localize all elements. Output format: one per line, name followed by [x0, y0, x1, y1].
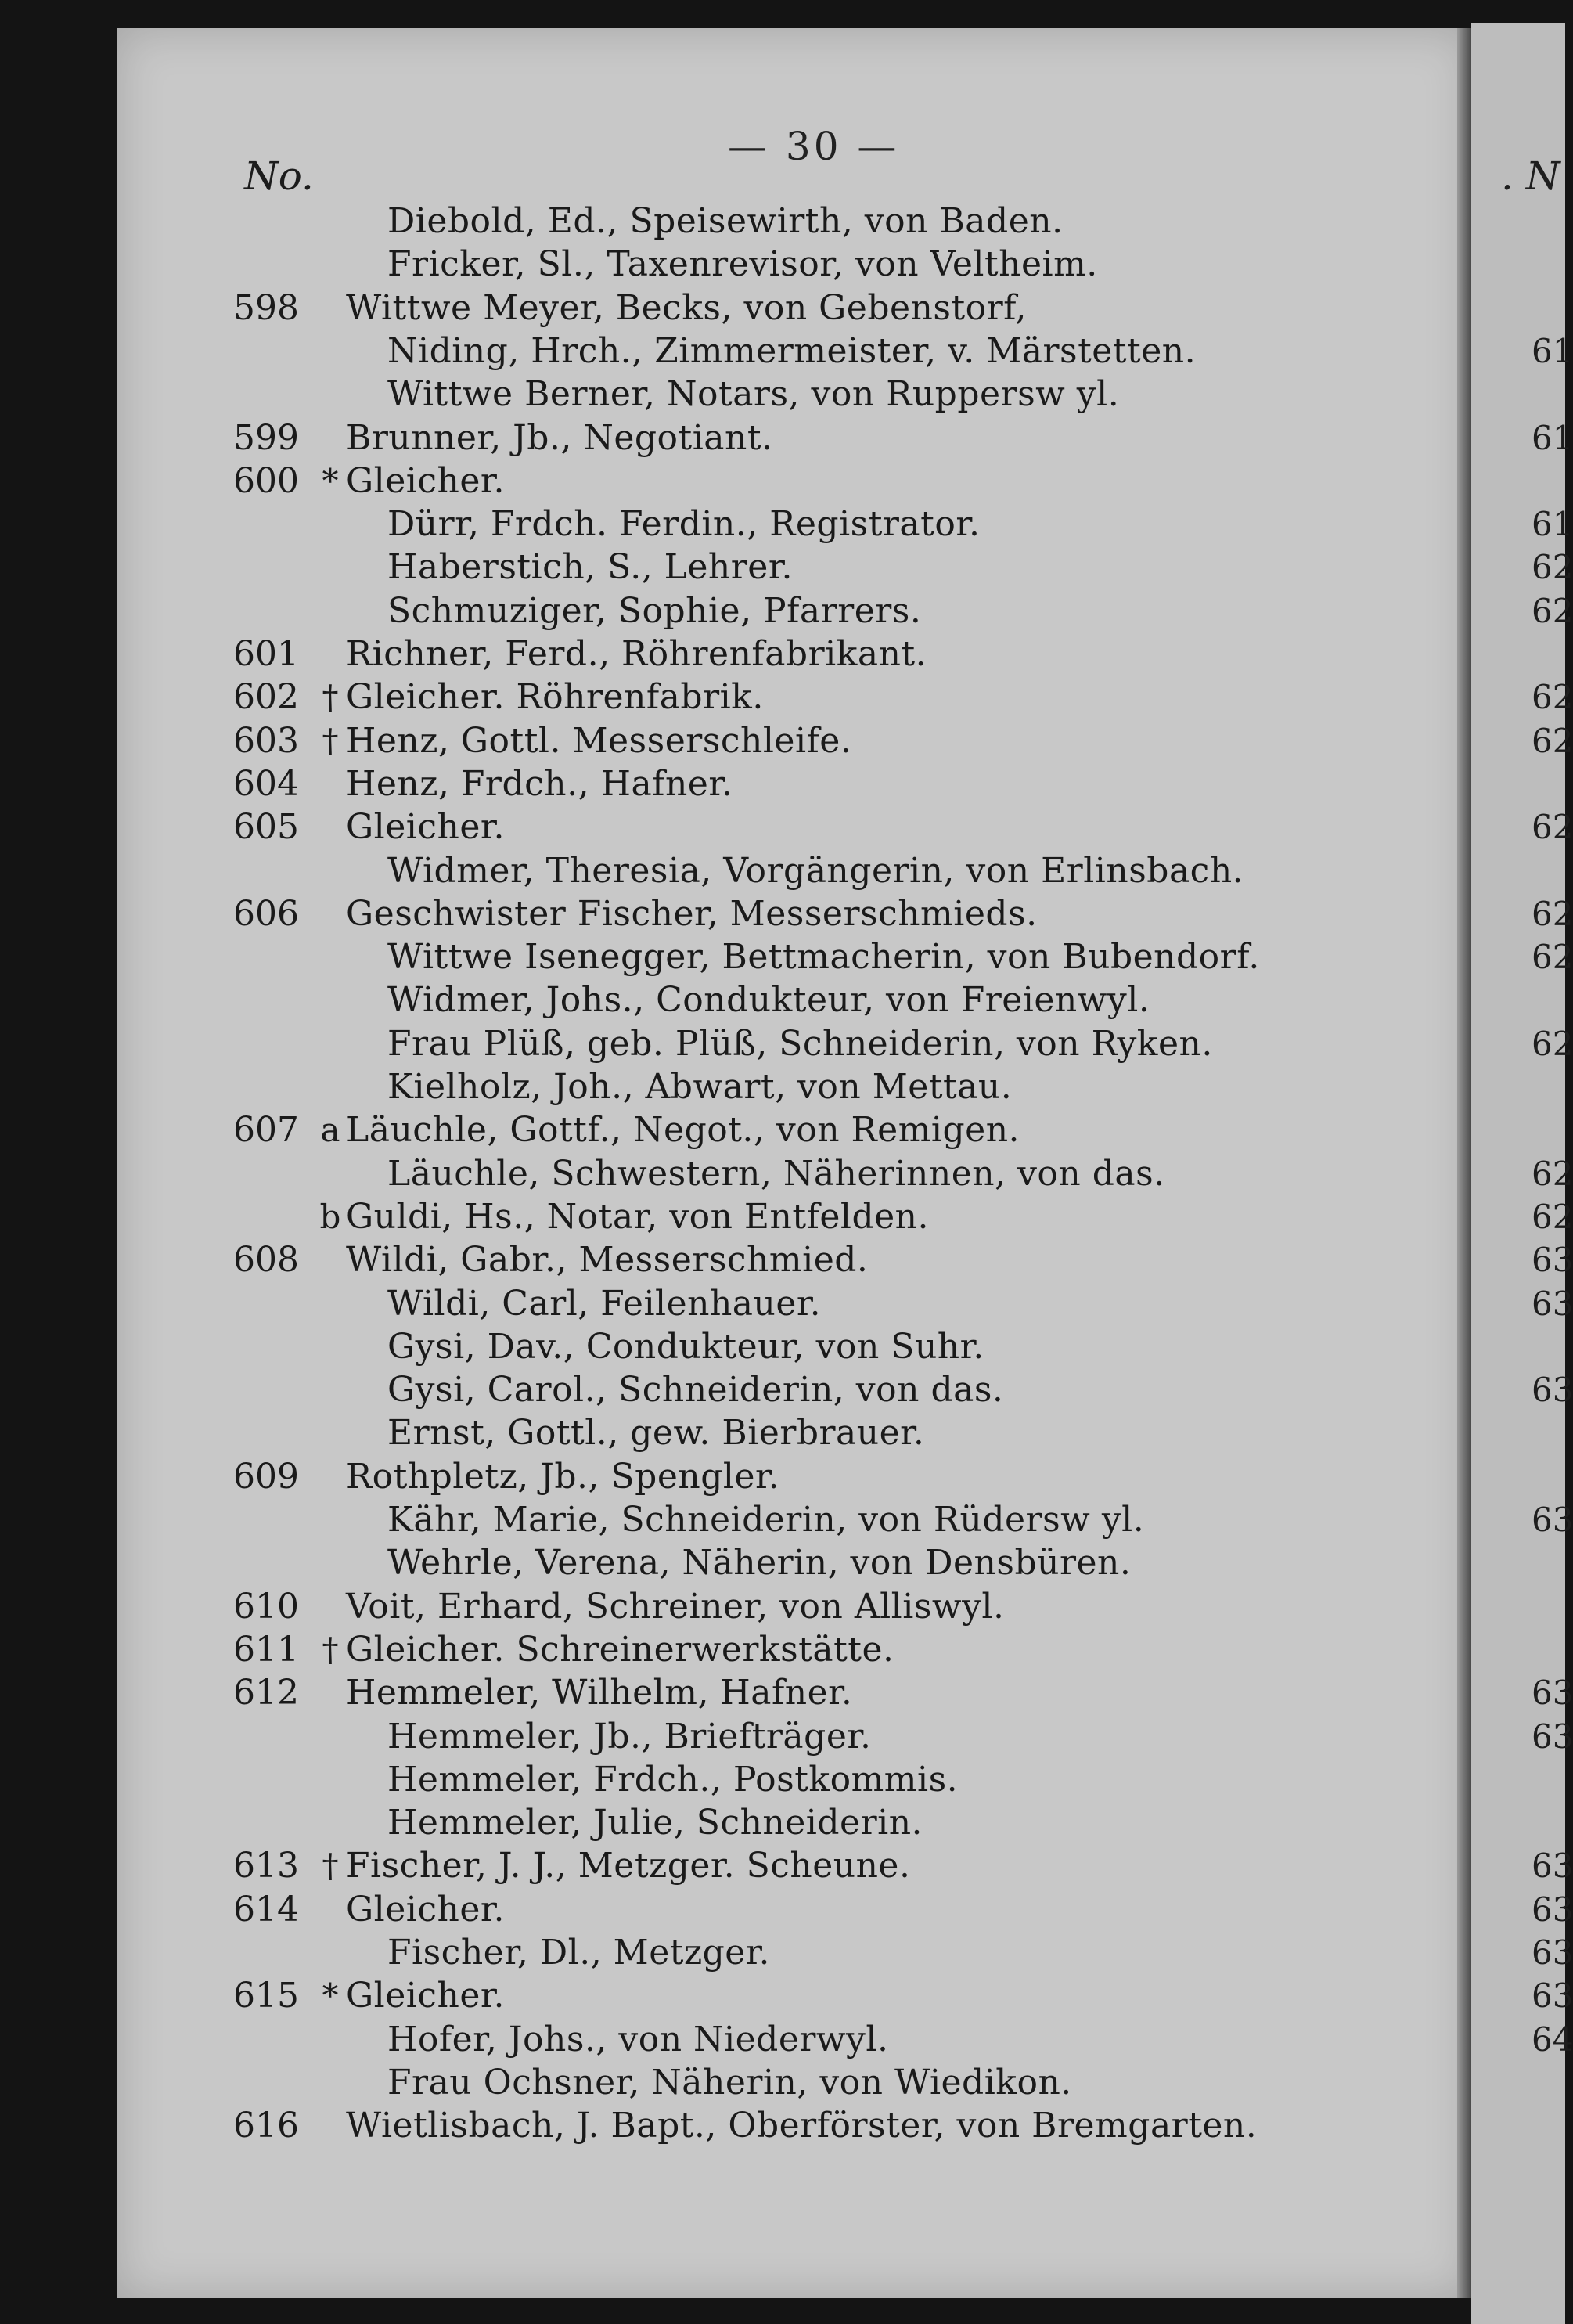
next-page-entry-number: 63 [1532, 1241, 1573, 1280]
entry-number: 612 [233, 1673, 299, 1713]
entry-text: Gysi, Dav., Condukteur, von Suhr. [387, 1326, 984, 1367]
entry-number: 600 [233, 460, 299, 501]
entry-text: Fischer, Dl., Metzger. [387, 1933, 771, 1973]
entry-row [0, 330, 1456, 373]
entry-text: Wehrle, Verena, Näherin, von Densbüren. [387, 1543, 1132, 1584]
entry-number: 601 [233, 634, 299, 674]
entry-mark: * [322, 1976, 339, 2016]
entry-row [0, 1066, 1456, 1108]
entry-row [0, 1672, 1456, 1714]
entry-text: Hemmeler, Jb., Briefträger. [387, 1716, 872, 1757]
next-page-entry-number: 63 [1532, 1890, 1573, 1929]
next-page-entry-number: 64 [1532, 2020, 1573, 2059]
next-page-entry-number: 63 [1532, 1976, 1573, 2016]
entry-text: Geschwister Fischer, Messerschmieds. [346, 893, 1038, 934]
entry-number: 598 [233, 287, 299, 328]
entry-row [0, 1975, 1456, 2017]
entry-text: Frau Ochsner, Näherin, von Wiedikon. [387, 2062, 1072, 2102]
entry-row [0, 1845, 1456, 1887]
entry-text: Guldi, Hs., Notar, von Entfelden. [346, 1196, 929, 1237]
entry-mark: * [322, 461, 339, 500]
entry-row [0, 1759, 1456, 1801]
entry-number: 611 [233, 1629, 299, 1670]
next-page-entry-number: 63 [1532, 1674, 1573, 1713]
entry-text: Widmer, Johs., Condukteur, von Freienwyl. [387, 980, 1150, 1021]
entry-text: Gleicher. Schreinerwerkstätte. [346, 1629, 894, 1670]
entry-text: Hofer, Johs., von Niederwyl. [387, 2019, 889, 2059]
entry-row [0, 720, 1456, 762]
entry-text: Gleicher. [346, 460, 506, 501]
entry-row [0, 546, 1456, 589]
entry-number: 608 [233, 1240, 299, 1281]
entry-mark: † [322, 678, 339, 717]
entry-row [0, 503, 1456, 546]
entry-text: Wildi, Gabr., Messerschmied. [346, 1240, 869, 1281]
entry-mark: † [322, 721, 339, 760]
entry-row [0, 806, 1456, 849]
entry-row [0, 1412, 1456, 1454]
entry-number: 602 [233, 677, 299, 718]
entry-row [0, 287, 1456, 330]
entry-row [0, 2019, 1456, 2061]
entry-text: Widmer, Theresia, Vorgängerin, von Erlinsbach. [387, 850, 1244, 891]
page-number: — 30 — [728, 124, 900, 169]
next-page-entry-number: 63 [1532, 1284, 1573, 1323]
entry-text: Hemmeler, Frdch., Postkommis. [387, 1759, 959, 1800]
entry-text: Hemmeler, Julie, Schneiderin. [387, 1803, 923, 1843]
entry-row [0, 763, 1456, 805]
entry-text: Frau Plüß, geb. Plüß, Schneiderin, von Ryken. [387, 1023, 1213, 1064]
next-page-entry-number: 61 [1532, 418, 1573, 457]
entry-mark: a [320, 1111, 340, 1150]
entry-row [0, 1456, 1456, 1498]
entry-row [0, 1932, 1456, 1974]
entry-text: Dürr, Frdch. Ferdin., Registrator. [387, 504, 981, 545]
entry-number: 610 [233, 1586, 299, 1627]
entry-row [0, 417, 1456, 459]
entry-number: 616 [233, 2106, 299, 2146]
entry-number: 614 [233, 1889, 299, 1929]
entry-number: 607 [233, 1110, 299, 1151]
next-page-entry-number: 62 [1532, 591, 1573, 630]
entry-row [0, 1196, 1456, 1238]
next-page-entry-number: 61 [1532, 331, 1573, 370]
entry-mark: † [322, 1630, 339, 1669]
entry-row [0, 1023, 1456, 1065]
entry-number: 609 [233, 1456, 299, 1497]
entry-row [0, 1109, 1456, 1151]
next-page-entry-number: 63 [1532, 1717, 1573, 1756]
entry-row [0, 936, 1456, 978]
next-page-entry-number: 63 [1532, 1501, 1573, 1539]
entry-row [0, 460, 1456, 503]
next-page-entry-number: 62 [1532, 938, 1573, 977]
entry-row [0, 1153, 1456, 1195]
entry-text: Wittwe Isenegger, Bettmacherin, von Bubendorf. [387, 937, 1260, 978]
entry-number: 599 [233, 417, 299, 458]
next-page-entry-number: 62 [1532, 1024, 1573, 1063]
entry-text: Henz, Frdch., Hafner. [346, 763, 733, 804]
entry-number: 603 [233, 720, 299, 761]
entry-text: Gleicher. [346, 1889, 506, 1929]
entry-row [0, 1629, 1456, 1671]
entry-number: 606 [233, 893, 299, 934]
entry-text: Richner, Ferd., Röhrenfabrikant. [346, 634, 927, 674]
next-page-entry-number: 63 [1532, 1371, 1573, 1410]
entry-number: 613 [233, 1846, 299, 1886]
next-page-entry-number: 63 [1532, 1933, 1573, 1972]
next-page-entry-number: 62 [1532, 721, 1573, 760]
entry-text: Fricker, Sl., Taxenrevisor, von Veltheim. [387, 244, 1098, 285]
entry-row [0, 590, 1456, 632]
entry-row [0, 1889, 1456, 1931]
entry-row [0, 633, 1456, 676]
entry-row [0, 979, 1456, 1021]
next-page-entry-number: 62 [1532, 678, 1573, 717]
entry-text: Ernst, Gottl., gew. Bierbrauer. [387, 1413, 925, 1454]
entry-row [0, 1239, 1456, 1281]
entry-row [0, 676, 1456, 719]
entry-text: Wittwe Meyer, Becks, von Gebenstorf, [346, 287, 1027, 328]
column-label-no: No. [244, 153, 314, 199]
entry-row [0, 1716, 1456, 1758]
entry-text: Läuchle, Schwestern, Näherinnen, von das. [387, 1153, 1165, 1194]
entry-text: Henz, Gottl. Messerschleife. [346, 720, 852, 761]
entry-text: Hemmeler, Wilhelm, Hafner. [346, 1673, 853, 1713]
entry-text: Wittwe Berner, Notars, von Ruppersw yl. [387, 374, 1120, 415]
entry-text: Läuchle, Gottf., Negot., von Remigen. [346, 1110, 1020, 1151]
entry-text: Haberstich, S., Lehrer. [387, 547, 794, 588]
next-page-column-label: . N [1501, 153, 1560, 199]
entry-row [0, 373, 1456, 416]
entry-row [0, 200, 1456, 243]
entry-text: Gleicher. Röhrenfabrik. [346, 677, 764, 718]
entry-text: Gysi, Carol., Schneiderin, von das. [387, 1370, 1004, 1411]
entry-text: Schmuziger, Sophie, Pfarrers. [387, 590, 922, 631]
entry-row [0, 2105, 1456, 2147]
entry-text: Fischer, J. J., Metzger. Scheune. [346, 1846, 911, 1886]
entry-row [0, 1369, 1456, 1411]
entry-number: 604 [233, 763, 299, 804]
next-page-entry-number: 62 [1532, 1154, 1573, 1193]
entry-text: Niding, Hrch., Zimmermeister, v. Märstetten. [387, 330, 1197, 371]
entry-row [0, 1326, 1456, 1368]
entry-row [0, 2062, 1456, 2104]
entry-row [0, 1802, 1456, 1844]
entry-row [0, 893, 1456, 935]
entry-row [0, 1283, 1456, 1325]
next-page-entry-number: 63 [1532, 1847, 1573, 1886]
next-page-entry-number: 61 [1532, 505, 1573, 544]
entry-row [0, 243, 1456, 286]
entry-text: Brunner, Jb., Negotiant. [346, 417, 773, 458]
entry-text: Gleicher. [346, 1976, 506, 2016]
entry-text: Kielholz, Joh., Abwart, von Mettau. [387, 1067, 1013, 1107]
entry-text: Wietlisbach, J. Bapt., Oberförster, von Bremgarten. [346, 2106, 1258, 2146]
entry-text: Rothpletz, Jb., Spengler. [346, 1456, 780, 1497]
next-page-entry-number: 62 [1532, 894, 1573, 933]
entry-text: Voit, Erhard, Schreiner, von Alliswyl. [346, 1586, 1005, 1627]
entry-text: Kähr, Marie, Schneiderin, von Rüdersw yl. [387, 1500, 1145, 1540]
entry-text: Wildi, Carl, Feilenhauer. [387, 1283, 822, 1324]
entry-mark: † [322, 1847, 339, 1886]
entry-number: 615 [233, 1976, 299, 2016]
next-page-entry-number: 62 [1532, 808, 1573, 847]
entry-mark: b [319, 1197, 341, 1236]
entry-number: 605 [233, 807, 299, 848]
entry-row [0, 1586, 1456, 1628]
next-page-entry-number: 62 [1532, 548, 1573, 587]
entry-row [0, 850, 1456, 892]
next-page-entry-number: 62 [1532, 1197, 1573, 1236]
entry-text: Diebold, Ed., Speisewirth, von Baden. [387, 201, 1064, 241]
entry-row [0, 1499, 1456, 1541]
entry-text: Gleicher. [346, 807, 506, 848]
entry-row [0, 1542, 1456, 1584]
